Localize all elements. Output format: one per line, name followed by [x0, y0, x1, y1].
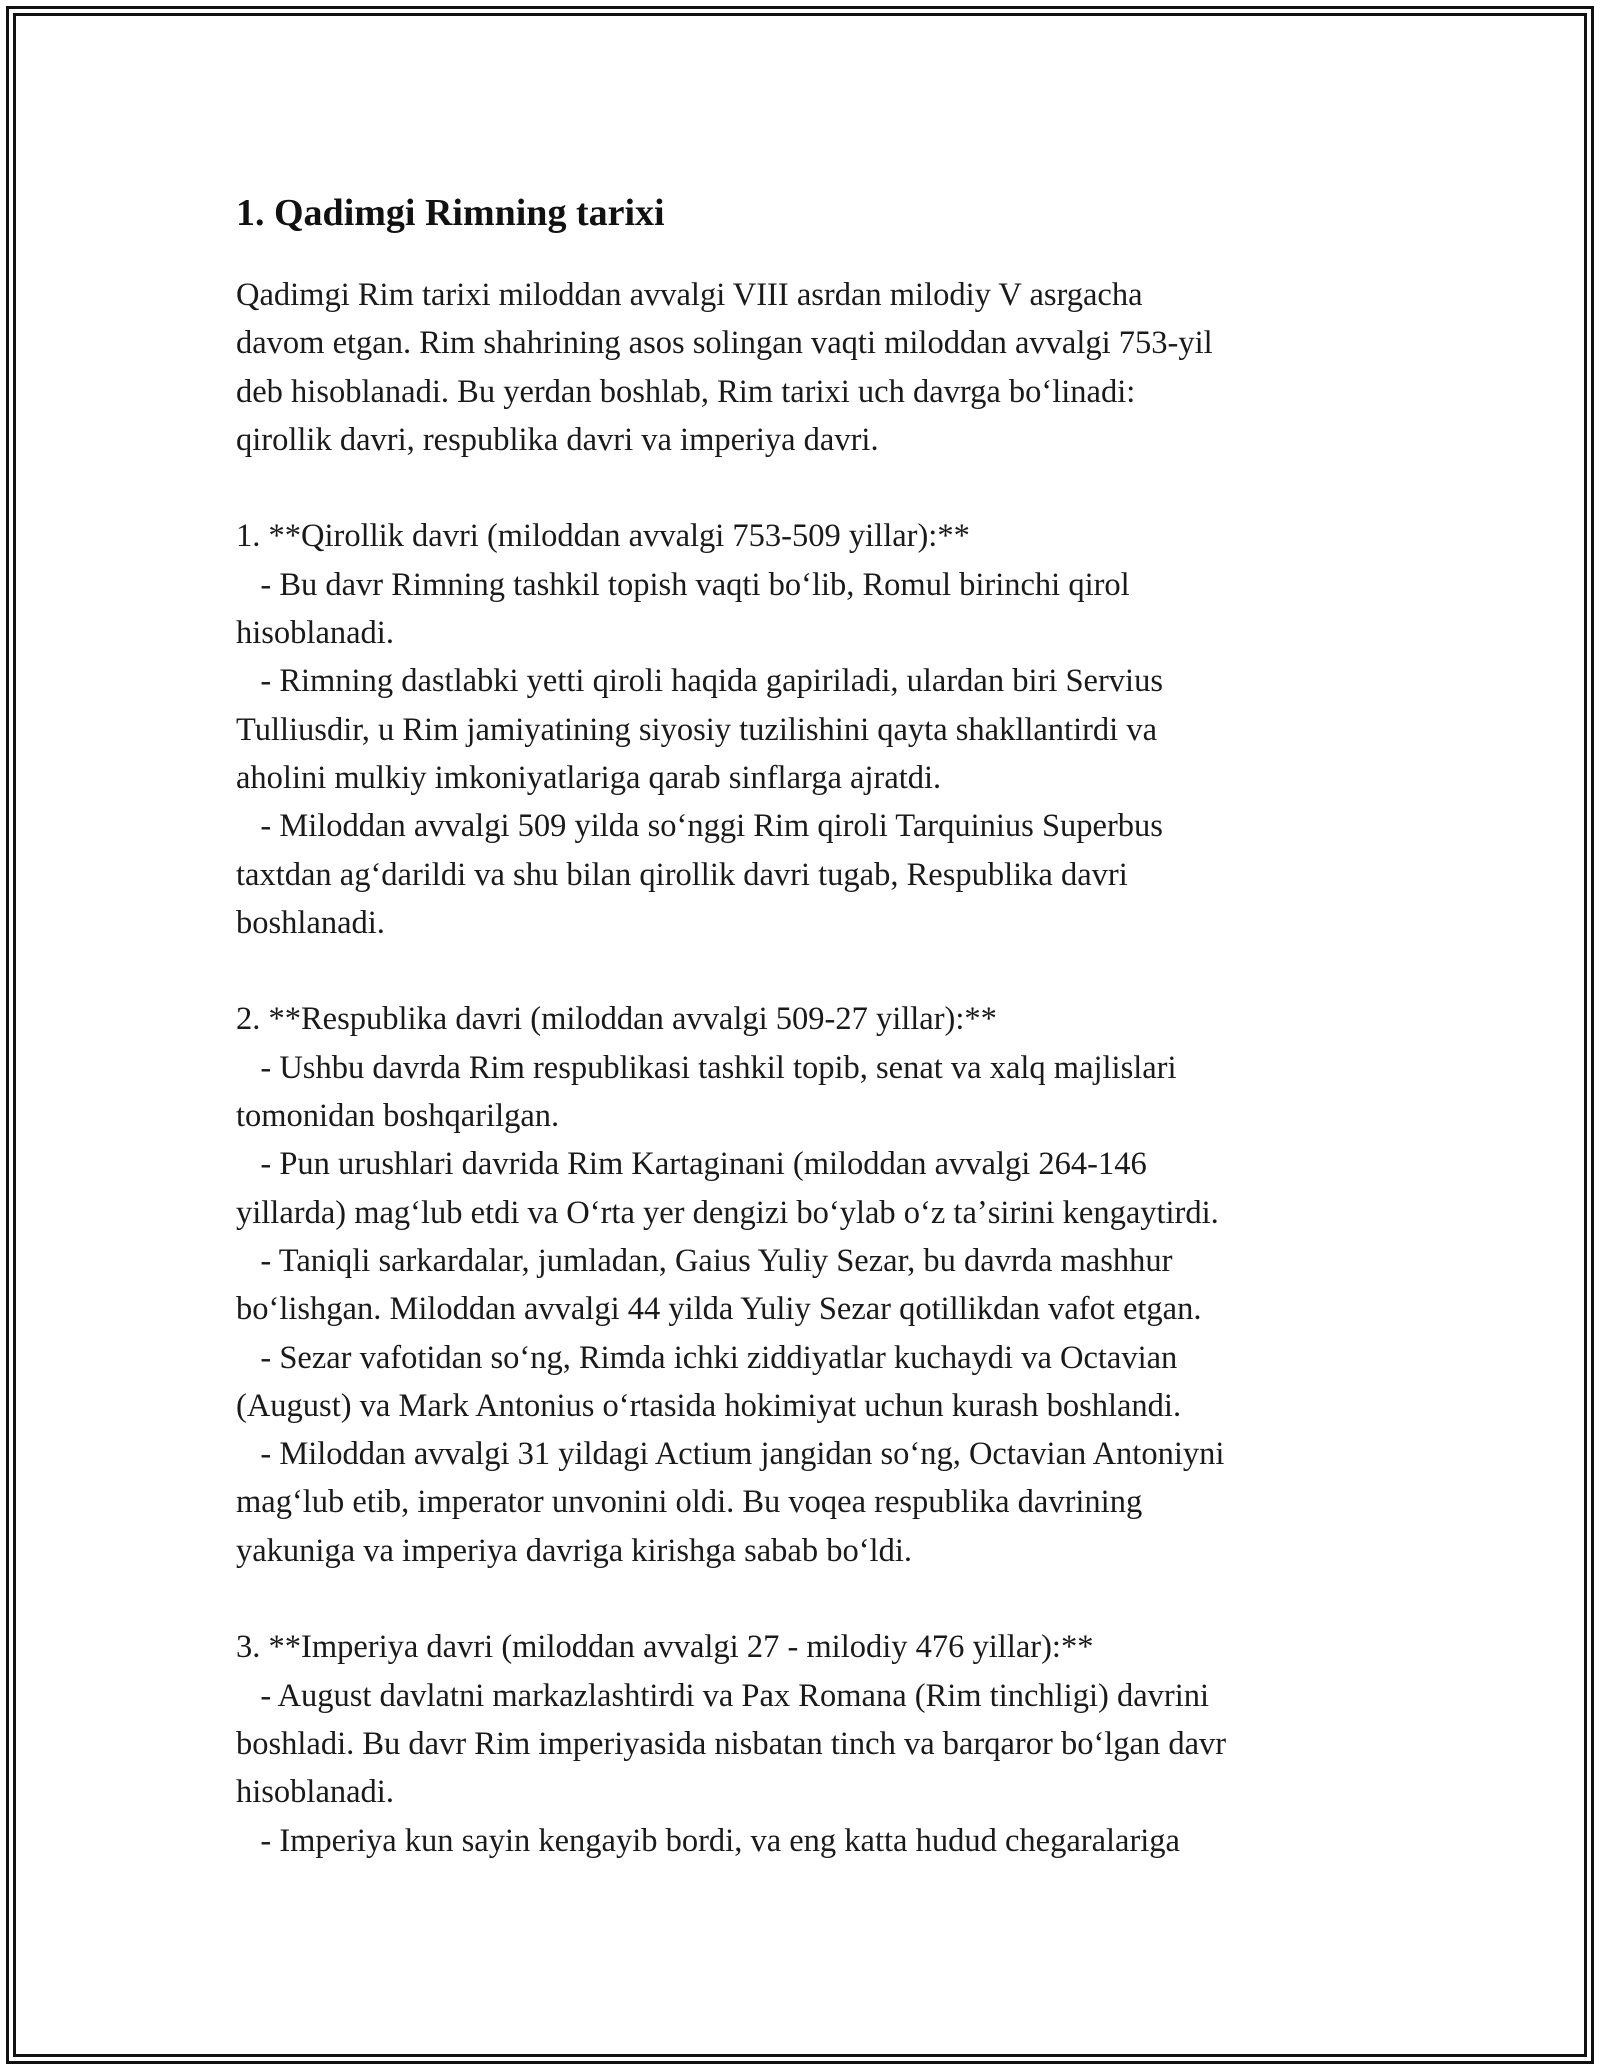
text-line: - Bu davr Rimning tashkil topish vaqti boʻlib, Romul birinchi qirol	[236, 566, 1130, 603]
text-line: (August) va Mark Antonius oʻrtasida hokimiyat uchun kurash boshlandi.	[236, 1387, 1182, 1424]
document-title: 1. Qadimgi Rimning tarixi	[236, 192, 665, 234]
paragraph-gap	[236, 1575, 1376, 1623]
text-line: 3. **Imperiya davri (miloddan avvalgi 27 - milodiy 476 yillar):**	[236, 1629, 1094, 1666]
text-line: - Miloddan avvalgi 31 yildagi Actium jangidan soʻng, Octavian Antoniyni	[236, 1436, 1225, 1473]
text-line: davom etgan. Rim shahrining asos solingan vaqti miloddan avvalgi 753-yil	[236, 325, 1213, 362]
document-body	[236, 185, 1376, 1865]
text-line: 2. **Respublika davri (miloddan avvalgi 509-27 yillar):**	[236, 1001, 997, 1038]
text-line: hisoblanadi.	[236, 1774, 394, 1811]
document-text	[236, 271, 1376, 1865]
text-line: - Ushbu davrda Rim respublikasi tashkil topib, senat va xalq majlislari	[236, 1049, 1177, 1086]
text-line: deb hisoblanadi. Bu yerdan boshlab, Rim tarixi uch davrga boʻlinadi:	[236, 373, 1136, 410]
text-line: - Pun urushlari davrida Rim Kartaginani (miloddan avvalgi 264-146	[236, 1146, 1147, 1183]
text-line: - August davlatni markazlashtirdi va Pax Romana (Rim tinchligi) davrini	[236, 1677, 1210, 1714]
paragraph-gap	[236, 464, 1376, 512]
text-line: Qadimgi Rim tarixi miloddan avvalgi VIII asrdan milodiy V asrgacha	[236, 277, 1143, 313]
text-line: 1. **Qirollik davri (miloddan avvalgi 753-509 yillar):**	[236, 518, 970, 555]
text-line: taxtdan agʻdarildi va shu bilan qirollik davri tugab, Respublika davri	[236, 856, 1128, 893]
text-line: magʻlub etib, imperator unvonini oldi. Bu voqea respublika davrining	[236, 1484, 1143, 1521]
text-line: aholini mulkiy imkoniyatlariga qarab sinflarga ajratdi.	[236, 759, 942, 796]
text-line: boshlanadi.	[236, 904, 385, 941]
text-line: boʻlishgan. Miloddan avvalgi 44 yilda Yuliy Sezar qotillikdan vafot etgan.	[236, 1291, 1202, 1328]
paragraph-gap	[236, 947, 1376, 995]
text-line: boshladi. Bu davr Rim imperiyasida nisbatan tinch va barqaror boʻlgan davr	[236, 1725, 1227, 1762]
text-line: - Miloddan avvalgi 509 yilda soʻnggi Rim qiroli Tarquinius Superbus	[236, 808, 1163, 845]
text-line: - Taniqli sarkardalar, jumladan, Gaius Yuliy Sezar, bu davrda mashhur	[236, 1242, 1173, 1279]
text-line: yillarda) magʻlub etdi va Oʻrta yer dengizi boʻylab oʻz taʼsirini kengaytirdi.	[236, 1194, 1219, 1231]
text-line: qirollik davri, respublika davri va imperiya davri.	[236, 421, 879, 458]
text-line: yakuniga va imperiya davriga kirishga sabab boʻldi.	[236, 1532, 912, 1569]
text-line: - Rimning dastlabki yetti qiroli haqida gapiriladi, ulardan biri Servius	[236, 663, 1163, 700]
text-line: Tulliusdir, u Rim jamiyatining siyosiy tuzilishini qayta shakllantirdi va	[236, 711, 1158, 748]
text-line: hisoblanadi.	[236, 615, 394, 652]
text-line: - Imperiya kun sayin kengayib bordi, va eng katta hudud chegaralariga	[236, 1822, 1180, 1859]
text-line: - Sezar vafotidan soʻng, Rimda ichki ziddiyatlar kuchaydi va Octavian	[236, 1339, 1178, 1376]
text-line: tomonidan boshqarilgan.	[236, 1098, 560, 1135]
